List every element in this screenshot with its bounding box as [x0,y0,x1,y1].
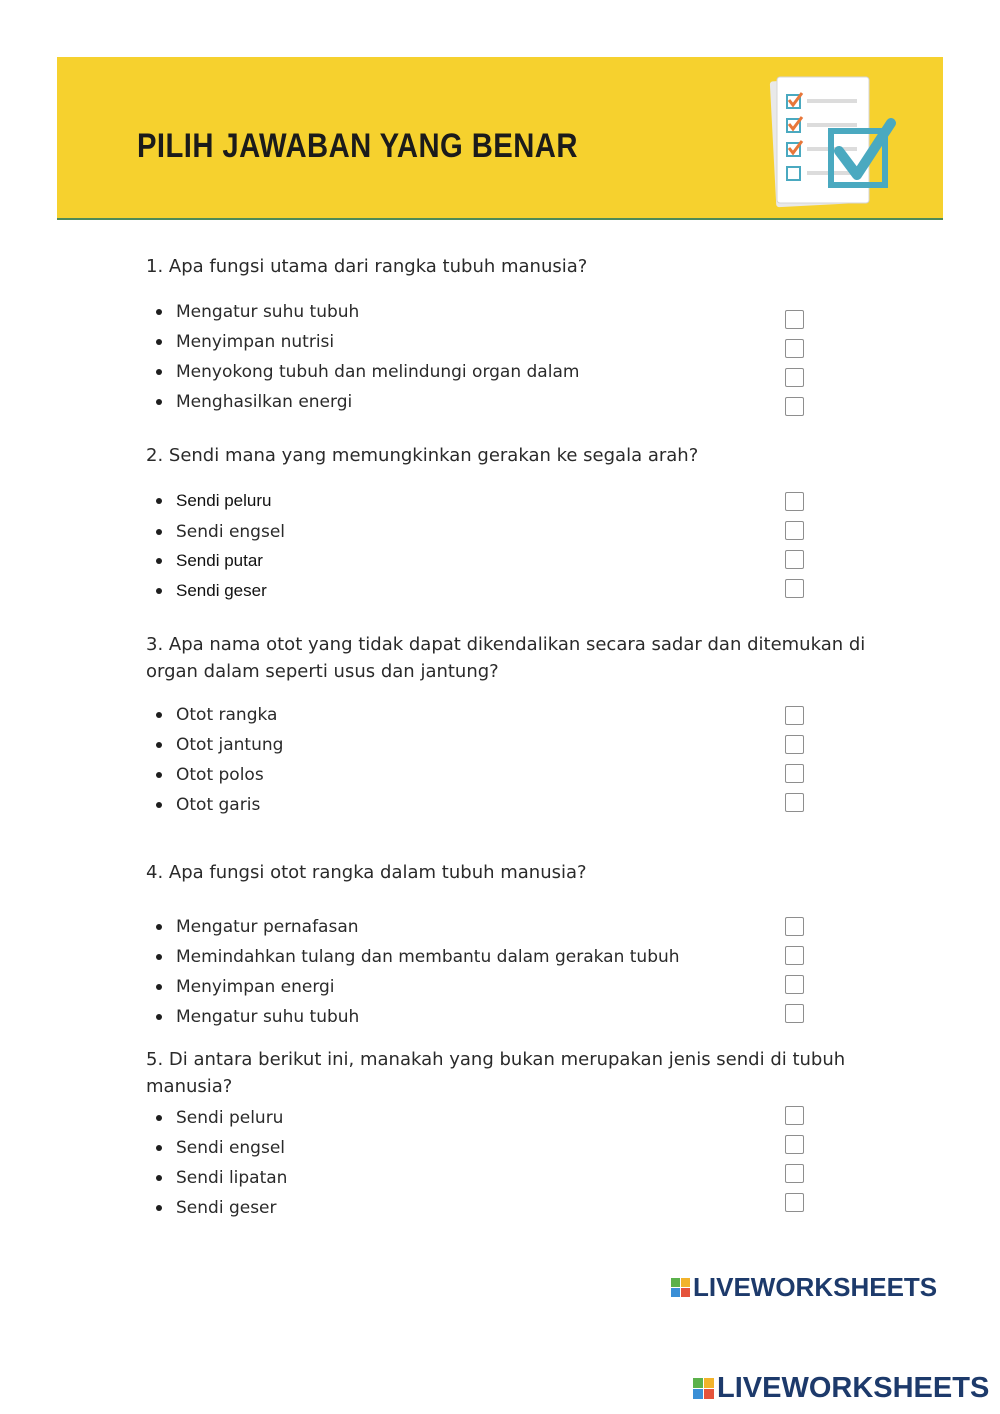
question-4-option-1: Mengatur pernafasan [176,917,359,937]
question-1-option-3-checkbox[interactable] [785,368,804,387]
question-2-option-2: Sendi engsel [176,522,286,542]
question-5-option-2-checkbox[interactable] [785,1135,804,1154]
question-2-option-3-checkbox[interactable] [785,550,804,569]
question-1-option-1: Mengatur suhu tubuh [176,302,360,322]
question-3-option-2-checkbox[interactable] [785,735,804,754]
liveworksheets-wordmark: LIVEWORKSHEETS [693,1272,938,1302]
liveworksheets-mark-icon [671,1278,690,1297]
liveworksheets-footer-logo[interactable] [693,1372,989,1405]
header-banner [57,57,943,220]
question-3-text: 3. Apa nama otot yang tidak dapat dikendalikan secara sadar dan ditemukan di organ dalam seperti usus dan jantung? [146,634,866,682]
liveworksheets-logo[interactable] [671,1272,937,1303]
question-3-option-4: Otot garis [176,795,261,815]
question-3-option-1-checkbox[interactable] [785,706,804,725]
question-5-option-4: Sendi geser [176,1198,277,1218]
question-4-option-4: Mengatur suhu tubuh [176,1007,360,1027]
page-title: PILIH JAWABAN YANG BENAR [137,127,578,165]
question-1-option-2: Menyimpan nutrisi [176,332,335,352]
checklist-clipboard-icon [763,73,913,213]
question-2-option-4-checkbox[interactable] [785,579,804,598]
question-4-option-2: Memindahkan tulang dan membantu dalam gerakan tubuh [176,947,680,967]
question-4-option-3: Menyimpan energi [176,977,335,997]
question-4-option-4-checkbox[interactable] [785,1004,804,1023]
question-5-option-2: Sendi engsel [176,1138,286,1158]
question-4-option-2-checkbox[interactable] [785,946,804,965]
question-1-option-4-checkbox[interactable] [785,397,804,416]
question-3-option-3: Otot polos [176,765,264,785]
question-5-text: 5. Di antara berikut ini, manakah yang bukan merupakan jenis sendi di tubuh manusia? [146,1049,846,1097]
question-3-option-4-checkbox[interactable] [785,793,804,812]
question-3-option-2: Otot jantung [176,735,284,755]
question-2-option-4: Sendi geser [176,581,267,600]
question-3-option-3-checkbox[interactable] [785,764,804,783]
question-2-option-2-checkbox[interactable] [785,521,804,540]
question-5-option-4-checkbox[interactable] [785,1193,804,1212]
question-1-option-2-checkbox[interactable] [785,339,804,358]
liveworksheets-mark-icon [693,1378,714,1399]
question-2-option-3: Sendi putar [176,551,263,570]
question-4-option-3-checkbox[interactable] [785,975,804,994]
question-1-option-1-checkbox[interactable] [785,310,804,329]
question-1-text: 1. Apa fungsi utama dari rangka tubuh manusia? [146,256,588,277]
question-5-option-3-checkbox[interactable] [785,1164,804,1183]
question-5-option-1-checkbox[interactable] [785,1106,804,1125]
question-2-option-1: Sendi peluru [176,491,272,510]
liveworksheets-wordmark: LIVEWORKSHEETS [717,1372,990,1404]
question-1-option-4: Menghasilkan energi [176,392,353,412]
question-1-option-3: Menyokong tubuh dan melindungi organ dalam [176,362,580,382]
question-4-option-1-checkbox[interactable] [785,917,804,936]
question-2-option-1-checkbox[interactable] [785,492,804,511]
question-5-option-3: Sendi lipatan [176,1168,288,1188]
question-2-text: 2. Sendi mana yang memungkinkan gerakan ke segala arah? [146,445,699,466]
question-4-text: 4. Apa fungsi otot rangka dalam tubuh manusia? [146,862,587,883]
question-5-option-1: Sendi peluru [176,1108,284,1128]
question-3-option-1: Otot rangka [176,705,278,725]
